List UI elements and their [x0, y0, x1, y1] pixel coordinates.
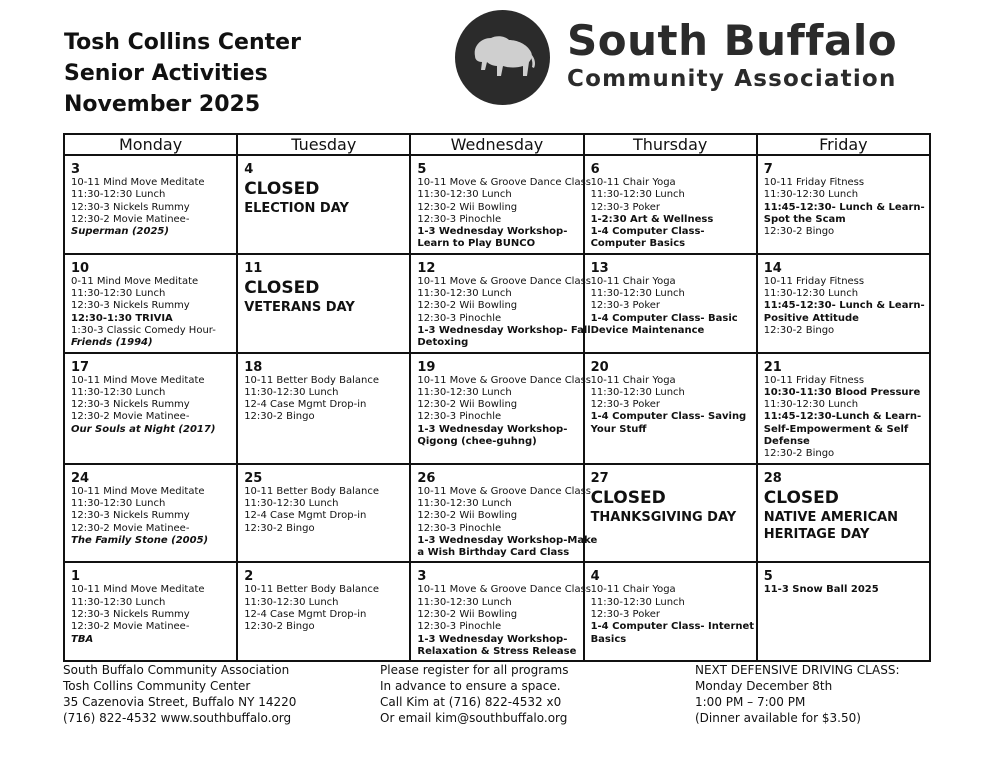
activity-line: 12:30-3 Pinochle	[417, 621, 502, 633]
activity-line: 10-11 Better Body Balance	[244, 374, 380, 386]
activity-line: 10-11 Chair Yoga	[590, 177, 676, 188]
activity-line: 12:30-2 Wii Bowling	[417, 399, 518, 411]
day-number: 7	[763, 162, 773, 177]
calendar-day-cell	[410, 353, 592, 464]
calendar-body	[64, 155, 930, 661]
activity-line: 11:45-12:30-Lunch & Learn-	[763, 411, 922, 423]
page-title	[64, 27, 301, 120]
activity-line: 11:30-12:30 Lunch	[71, 189, 166, 201]
activity-line: 12:30-2 Bingo	[763, 448, 835, 460]
activity-line: 10-11 Friday Fitness	[763, 275, 865, 287]
activity-line: 10-11 Mind Move Meditate	[71, 374, 205, 386]
activity-line: 1-3 Wednesday Workshop-	[417, 423, 568, 435]
activity-line: 12:30-1:30 TRIVIA	[71, 312, 173, 324]
activity-line: 12:30-2 Movie Matinee-	[71, 213, 190, 225]
activity-line: The Family Stone (2005)	[71, 534, 209, 546]
day-number: 5	[763, 569, 773, 585]
activity-line: 1-2:30 Art & Wellness	[590, 213, 714, 225]
calendar-day-cell	[757, 155, 930, 254]
day-number: 19	[417, 359, 436, 375]
calendar-day-cell	[584, 562, 757, 661]
calendar-day-cell	[584, 464, 757, 563]
activity-line: 11:30-12:30 Lunch	[71, 288, 166, 300]
org-name: South Buffalo	[567, 16, 898, 65]
activity-line: 11:45-12:30- Lunch & Learn-	[763, 300, 925, 312]
activity-line: 12:30-2 Movie Matinee-	[71, 411, 190, 423]
activity-line: 10-11 Mind Move Meditate	[71, 177, 205, 188]
calendar-day-cell	[757, 464, 930, 563]
activity-line: 12:30-2 Bingo	[763, 324, 835, 336]
calendar-day-cell	[64, 353, 237, 464]
footer-line: (716) 822-4532 www.southbuffalo.org	[63, 711, 292, 725]
day-number: 28	[763, 470, 782, 486]
activity-line: 10-11 Move & Groove Dance Class	[417, 584, 592, 596]
activity-line: 12:30-3 Pinochle	[417, 522, 502, 534]
activity-line: 12:30-3 Poker	[590, 609, 661, 621]
activity-line: 1-3 Wednesday Workshop-	[417, 633, 568, 645]
activity-line: 12-4 Case Mgmt Drop-in	[244, 399, 367, 411]
activity-line: 10-11 Chair Yoga	[590, 374, 676, 386]
day-number: 11	[244, 260, 263, 276]
closed-label: CLOSED	[763, 487, 839, 508]
title-line: Tosh Collins Center	[64, 30, 301, 55]
activity-line: 12:30-3 Pinochle	[417, 213, 502, 225]
day-number: 2	[244, 569, 254, 585]
activity-line: 1-4 Computer Class-	[590, 226, 705, 238]
calendar-day-cell	[237, 464, 410, 563]
activity-line: 11:30-12:30 Lunch	[417, 386, 512, 398]
day-number: 4	[244, 162, 254, 177]
holiday-name: VETERANS DAY	[244, 299, 355, 315]
title-line: November 2025	[64, 92, 261, 117]
calendar-day-cell	[584, 353, 757, 464]
activity-line: TBA	[71, 633, 94, 645]
activity-line: 10-11 Friday Fitness	[763, 177, 865, 188]
calendar-day-cell	[410, 254, 592, 353]
calendar-week-row	[64, 562, 930, 661]
calendar-day-cell	[64, 562, 237, 661]
calendar-day-cell	[757, 254, 930, 353]
activity-line: 12:30-3 Nickels Rummy	[71, 510, 190, 522]
org-subtitle: Community Association	[567, 66, 897, 92]
activity-line: 1-3 Wednesday Workshop- Fall	[417, 324, 591, 336]
activity-line: 10-11 Chair Yoga	[590, 275, 676, 287]
day-number: 3	[71, 162, 81, 177]
closed-label: CLOSED	[244, 277, 320, 298]
day-number: 20	[590, 359, 609, 375]
holiday-name: ELECTION DAY	[244, 201, 349, 216]
calendar-day-cell	[410, 464, 598, 563]
activity-line: 11-3 Snow Ball 2025	[763, 584, 879, 596]
activity-calendar	[63, 133, 931, 662]
footer-contact	[63, 662, 296, 726]
weekday-header: Thursday	[584, 134, 757, 155]
activity-line: 11:30-12:30 Lunch	[244, 596, 339, 608]
footer-line: 35 Cazenovia Street, Buffalo NY 14220	[63, 695, 297, 709]
calendar-week-row	[64, 353, 930, 464]
activity-line: a Wish Birthday Card Class	[417, 547, 570, 559]
activity-line: 10-11 Mind Move Meditate	[71, 485, 205, 497]
activity-line: 12:30-3 Nickels Rummy	[71, 399, 190, 411]
activity-line: 12:30-3 Nickels Rummy	[71, 201, 190, 213]
day-number: 24	[71, 470, 90, 486]
footer-line: In advance to ensure a space.	[380, 679, 561, 693]
activity-line: 11:30-12:30 Lunch	[590, 596, 685, 608]
day-number: 21	[763, 359, 782, 375]
activity-line: 11:30-12:30 Lunch	[763, 288, 859, 300]
activity-line: Positive Attitude	[763, 312, 859, 324]
day-number: 25	[244, 470, 263, 486]
activity-line: Basics	[590, 633, 627, 645]
activity-line: 11:30-12:30 Lunch	[244, 386, 339, 398]
footer-line: Or email kim@southbuffalo.org	[380, 711, 568, 725]
day-number: 10	[71, 260, 90, 276]
day-number: 26	[417, 470, 436, 486]
activity-line: 11:30-12:30 Lunch	[763, 399, 859, 411]
activity-line: 12:30-2 Movie Matinee-	[71, 621, 190, 633]
activity-line: 12:30-3 Poker	[590, 399, 661, 411]
activity-line: 12:30-3 Poker	[590, 300, 661, 312]
calendar-week-row	[64, 155, 930, 254]
activity-line: 12:30-3 Nickels Rummy	[71, 300, 190, 312]
calendar-day-cell	[64, 464, 237, 563]
activity-line: 12:30-3 Poker	[590, 201, 661, 213]
calendar-day-cell	[237, 254, 410, 353]
activity-line: 12-4 Case Mgmt Drop-in	[244, 510, 367, 522]
activity-line: 10-11 Friday Fitness	[763, 374, 865, 386]
day-number: 13	[590, 260, 609, 276]
footer-line: Tosh Collins Community Center	[63, 679, 251, 693]
title-line: Senior Activities	[64, 61, 268, 86]
calendar-week-row	[64, 254, 930, 353]
activity-line: 12:30-2 Wii Bowling	[417, 510, 518, 522]
activity-line: 11:30-12:30 Lunch	[71, 497, 166, 509]
activity-line: 12:30-2 Movie Matinee-	[71, 522, 190, 534]
activity-line: 10-11 Better Body Balance	[244, 584, 380, 596]
activity-line: Defense	[763, 436, 810, 448]
day-number: 6	[590, 162, 600, 177]
weekday-header: Friday	[757, 134, 930, 155]
activity-line: 1-4 Computer Class- Basic	[590, 312, 738, 324]
logo	[455, 10, 550, 105]
buffalo-icon	[469, 32, 537, 82]
activity-line: 11:30-12:30 Lunch	[590, 189, 685, 201]
day-number: 3	[417, 569, 427, 585]
calendar-day-cell	[584, 254, 757, 353]
activity-line: 10-11 Move & Groove Dance Class	[417, 374, 592, 386]
activity-line: 11:30-12:30 Lunch	[417, 189, 512, 201]
activity-line: 12:30-3 Pinochle	[417, 411, 502, 423]
day-number: 18	[244, 359, 263, 375]
activity-line: 10:30-11:30 Blood Pressure	[763, 386, 921, 398]
day-number: 1	[71, 569, 81, 585]
activity-line: 0-11 Mind Move Meditate	[71, 275, 199, 287]
calendar-day-cell	[584, 155, 757, 254]
activity-line: 11:30-12:30 Lunch	[244, 497, 339, 509]
weekday-header-row	[64, 134, 930, 155]
activity-line: Your Stuff	[590, 423, 647, 435]
activity-line: 11:30-12:30 Lunch	[763, 189, 859, 201]
footer-line: (Dinner available for $3.50)	[695, 711, 861, 725]
activity-line: 1-3 Wednesday Workshop-	[417, 226, 568, 238]
day-number: 17	[71, 359, 90, 375]
activity-line: 12:30-2 Wii Bowling	[417, 300, 518, 312]
footer-line: Monday December 8th	[695, 679, 833, 693]
calendar-week-row	[64, 464, 930, 563]
calendar-day-cell	[237, 155, 410, 254]
day-number: 4	[590, 569, 600, 585]
day-number: 27	[590, 470, 609, 486]
holiday-name: NATIVE AMERICAN HERITAGE DAY	[763, 509, 899, 542]
footer-line: 1:00 PM – 7:00 PM	[695, 695, 806, 709]
activity-line: 10-11 Better Body Balance	[244, 485, 380, 497]
activity-line: Self-Empowerment & Self	[763, 423, 909, 435]
activity-line: 11:30-12:30 Lunch	[590, 288, 685, 300]
activity-line: 12-4 Case Mgmt Drop-in	[244, 609, 367, 621]
calendar-day-cell	[410, 562, 592, 661]
activity-line: Detoxing	[417, 337, 469, 349]
activity-line: Spot the Scam	[763, 213, 846, 225]
activity-line: Qigong (chee-guhng)	[417, 436, 537, 448]
activity-line: 10-11 Move & Groove Dance Class	[417, 275, 592, 287]
activity-line: 12:30-3 Pinochle	[417, 312, 502, 324]
activity-line: 11:30-12:30 Lunch	[590, 386, 685, 398]
activity-line: 11:30-12:30 Lunch	[71, 386, 166, 398]
activity-line: 10-11 Mind Move Meditate	[71, 584, 205, 596]
day-number: 5	[417, 162, 427, 177]
closed-label: CLOSED	[244, 179, 320, 199]
activity-line: 12:30-3 Nickels Rummy	[71, 609, 190, 621]
activity-line: Computer Basics	[590, 238, 686, 250]
footer-line: Call Kim at (716) 822-4532 x0	[380, 695, 562, 709]
closed-label: CLOSED	[590, 487, 666, 508]
day-number: 14	[763, 260, 782, 276]
org-wordmark	[567, 18, 897, 94]
calendar-day-cell	[757, 562, 930, 661]
day-number: 12	[417, 260, 436, 276]
activity-line: Our Souls at Night (2017)	[71, 423, 216, 435]
footer-line: Please register for all programs	[380, 663, 569, 677]
activity-line: 12:30-2 Bingo	[763, 226, 835, 238]
activity-line: 11:30-12:30 Lunch	[417, 497, 512, 509]
calendar-day-cell	[237, 562, 410, 661]
calendar-day-cell	[64, 155, 237, 254]
activity-line: Friends (1994)	[71, 337, 153, 349]
activity-line: 1:30-3 Classic Comedy Hour-	[71, 324, 216, 336]
footer-line: NEXT DEFENSIVE DRIVING CLASS:	[695, 663, 900, 677]
weekday-header: Tuesday	[237, 134, 410, 155]
holiday-name: THANKSGIVING DAY	[590, 509, 737, 525]
activity-line: 12:30-2 Wii Bowling	[417, 609, 518, 621]
weekday-header: Wednesday	[410, 134, 583, 155]
activity-line: Relaxation & Stress Release	[417, 645, 577, 657]
activity-line: 1-3 Wednesday Workshop-Make	[417, 534, 598, 546]
activity-line: 11:45-12:30- Lunch & Learn-	[763, 201, 925, 213]
activity-line: 1-4 Computer Class- Internet	[590, 621, 755, 633]
calendar-day-cell	[237, 353, 410, 464]
activity-line: 10-11 Move & Groove Dance Class	[417, 485, 592, 497]
activity-line: 11:30-12:30 Lunch	[71, 596, 166, 608]
activity-line: 12:30-2 Bingo	[244, 411, 315, 423]
footer-driving-class	[695, 662, 900, 726]
activity-line: Device Maintenance	[590, 324, 705, 336]
activity-line: 10-11 Move & Groove Dance Class	[417, 177, 592, 188]
activity-line: 11:30-12:30 Lunch	[417, 596, 512, 608]
activity-line: Superman (2025)	[71, 226, 169, 238]
activity-line: 12:30-2 Wii Bowling	[417, 201, 518, 213]
calendar-day-cell	[410, 155, 592, 254]
footer-registration	[380, 662, 568, 726]
activity-line: 1-4 Computer Class- Saving	[590, 411, 747, 423]
activity-line: Learn to Play BUNCO	[417, 238, 536, 250]
activity-line: 11:30-12:30 Lunch	[417, 288, 512, 300]
calendar-day-cell	[757, 353, 930, 464]
activity-line: 12:30-2 Bingo	[244, 522, 315, 534]
footer-line: South Buffalo Community Association	[63, 663, 290, 677]
weekday-header: Monday	[64, 134, 237, 155]
activity-line: 12:30-2 Bingo	[244, 621, 315, 633]
calendar-day-cell	[64, 254, 237, 353]
activity-line: 10-11 Chair Yoga	[590, 584, 676, 596]
